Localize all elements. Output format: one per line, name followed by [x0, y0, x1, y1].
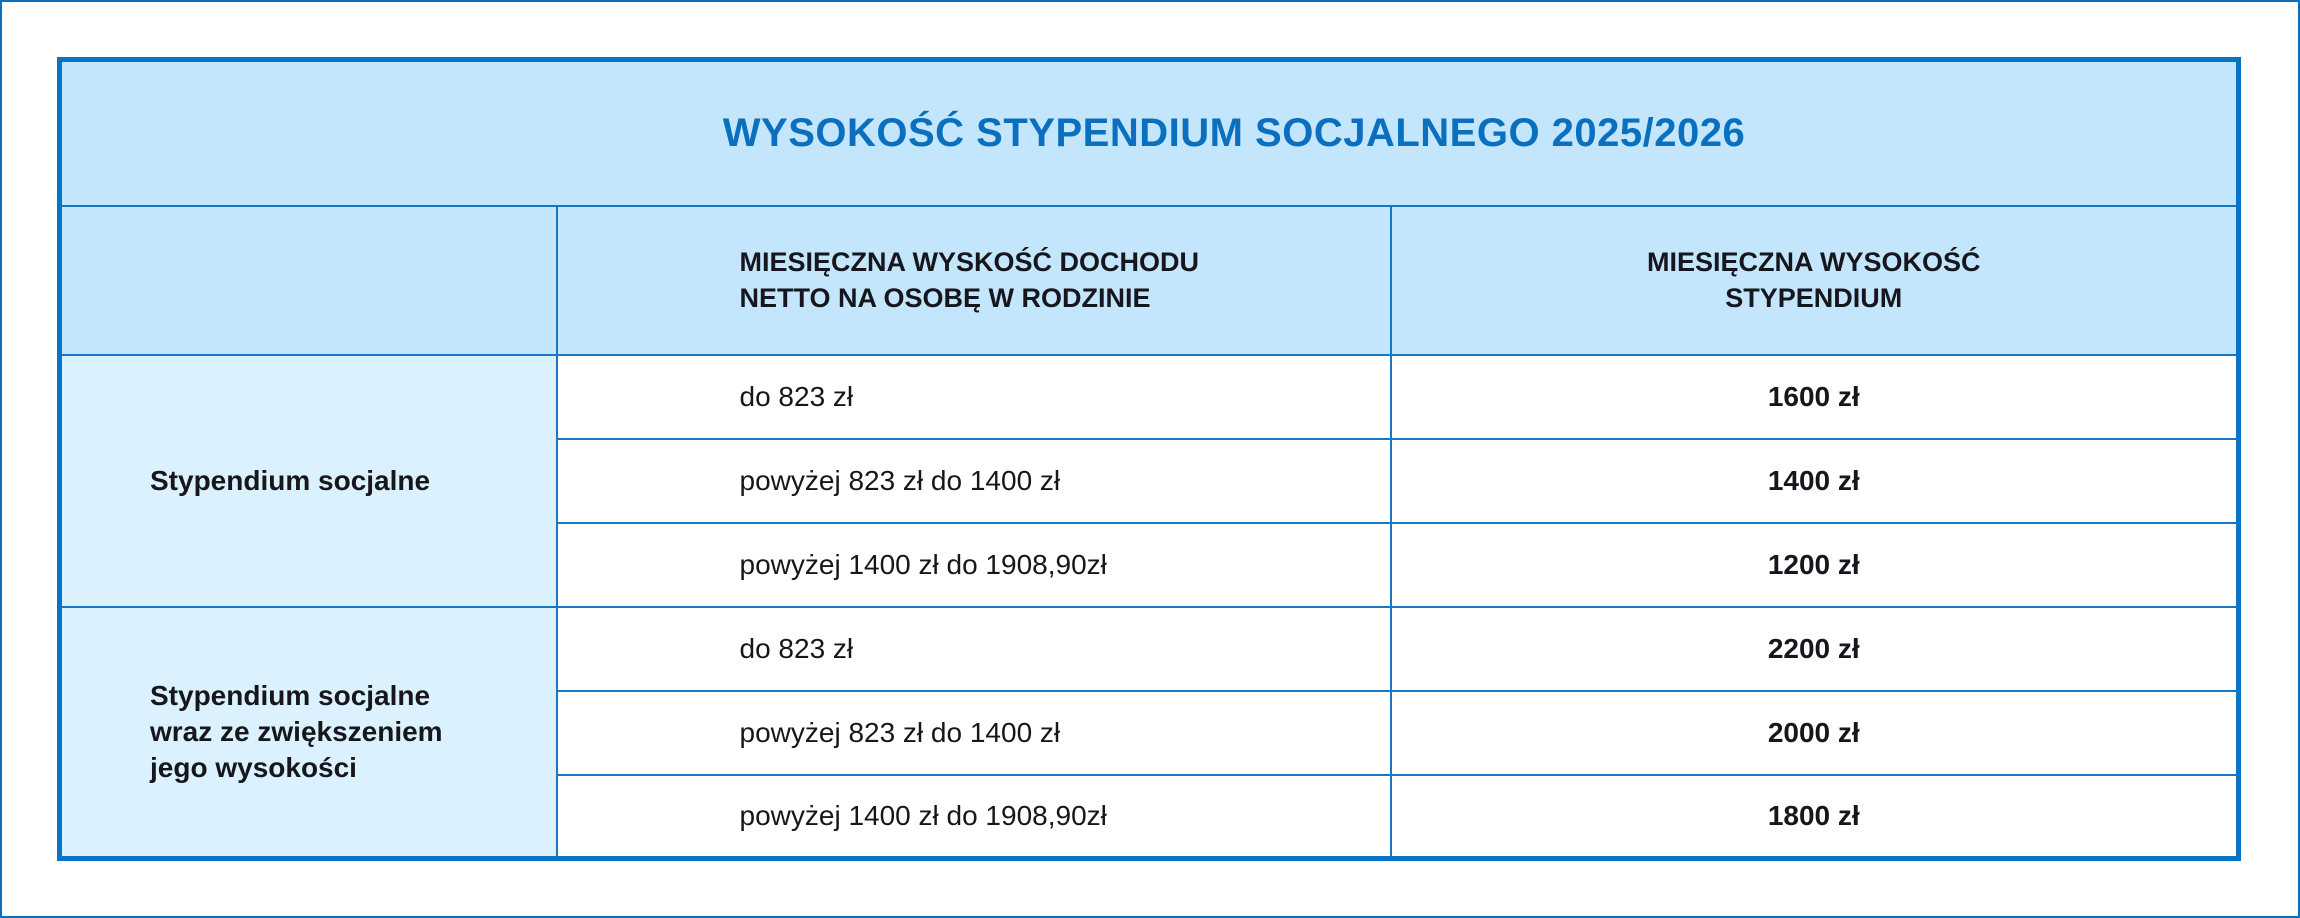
- header-amount-line-2: STYPENDIUM: [1725, 283, 1903, 313]
- category-label-line-3: jego wysokości: [150, 751, 357, 783]
- header-row: [60, 206, 2239, 355]
- stipend-amount-cell: 2200 zł: [1391, 607, 2239, 691]
- category-cell-social-increased: [60, 607, 557, 859]
- income-range-cell: powyżej 823 zł do 1400 zł: [557, 691, 1391, 775]
- header-amount-line-1: MIESIĘCZNA WYSOKOŚĆ: [1647, 247, 1981, 277]
- income-range-cell: powyżej 1400 zł do 1908,90zł: [557, 775, 1391, 859]
- income-range-cell: do 823 zł: [557, 355, 1391, 439]
- stipend-amount-cell: 1200 zł: [1391, 523, 2239, 607]
- table-row: [60, 607, 2239, 691]
- table-title: WYSOKOŚĆ STYPENDIUM SOCJALNEGO 2025/2026: [722, 110, 1746, 155]
- category-cell-social: [60, 355, 557, 607]
- title-row: [60, 60, 2239, 206]
- income-range-cell: do 823 zł: [557, 607, 1391, 691]
- table-row: [60, 355, 2239, 439]
- header-income: [557, 206, 1391, 355]
- category-label-line-2: wraz ze zwiększeniem: [150, 715, 443, 747]
- header-income-line-1: MIESIĘCZNA WYSKOŚĆ DOCHODU: [739, 247, 1200, 277]
- stipend-table: [57, 57, 2241, 861]
- income-range-cell: powyżej 1400 zł do 1908,90zł: [557, 523, 1391, 607]
- income-range-cell: powyżej 823 zł do 1400 zł: [557, 439, 1391, 523]
- header-empty-cell: [60, 206, 557, 355]
- category-label-line-1: Stypendium socjalne: [150, 679, 431, 711]
- category-label: Stypendium socjalne: [150, 464, 431, 496]
- stipend-amount-cell: 1600 zł: [1391, 355, 2239, 439]
- title-cell: [60, 60, 2239, 206]
- stipend-amount-cell: 1400 zł: [1391, 439, 2239, 523]
- stipend-amount-cell: 1800 zł: [1391, 775, 2239, 859]
- header-amount: [1391, 206, 2239, 355]
- stipend-amount-cell: 2000 zł: [1391, 691, 2239, 775]
- header-income-line-2: NETTO NA OSOBĘ W RODZINIE: [739, 283, 1151, 313]
